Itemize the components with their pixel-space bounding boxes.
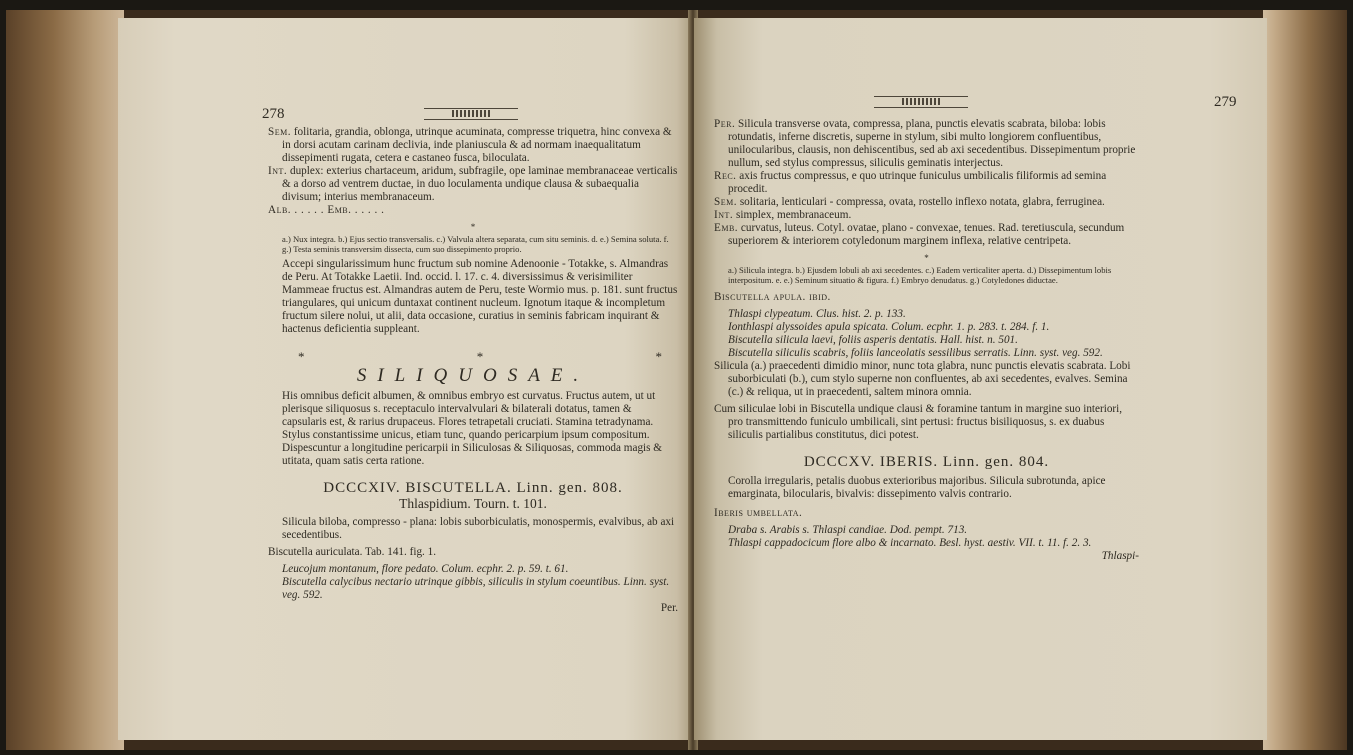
left-page-text: [268, 126, 678, 615]
entry-int: [714, 209, 1139, 222]
entry-text: duplex: exterius chartaceum, aridum, subfragile, ope laminae membranaceae verticalis & a dorso ad ventrem ductae, in duo loculamenta undique clausa & subaequalia divisum; interius membranaceum.: [282, 165, 678, 203]
entry-text: solitaria, lenticulari - compressa, ovata, rostello inflexo notata, glabra, ferruginea.: [739, 196, 1105, 208]
entry-label: Sem.: [714, 196, 738, 208]
star: *: [476, 349, 484, 364]
page-number: 278: [262, 106, 285, 122]
entry-text: folitaria, grandia, oblonga, utrinque acuminata, compresse triquetra, hinc convexa & in dorsi acutam carinam declivia, inde planiuscula & ad normam inaequalitatum dissepimenti rugata, cetera e castaneo fusca, biloculata.: [282, 126, 672, 164]
book-spread: [6, 10, 1347, 750]
genus-heading: DCCCXIV. BISCUTELLA. Linn. gen. 808.: [323, 480, 623, 496]
entry-per: [714, 118, 1139, 170]
catchword: Per.: [660, 602, 678, 614]
header-ornament: [424, 108, 518, 120]
entry-label: Rec.: [714, 170, 737, 182]
species-name: Biscutella apula. ibid.: [714, 291, 831, 303]
section-stars: [268, 350, 678, 363]
right-page-text: [714, 118, 1139, 563]
entry-label: Per.: [714, 118, 736, 130]
entry-int: [268, 165, 678, 204]
star: *: [655, 349, 662, 364]
entry-text: Silicula transverse ovata, compressa, plana, punctis elevatis scabrata, biloba: lobis rotundatis, inferne discretis, superne in stylum, sibi multo longiorem confluentibus, unilocularibus, clausis, non dehiscentibus, sed ab axi secedentibus. Dissepimentum proprie nullum, sed stylus compressus, siliculis geminatis interjectus.: [728, 118, 1136, 169]
genus-synonym: Thlaspidium. Tourn. t. 101.: [399, 496, 547, 511]
reference: Biscutella calycibus nectario utrinque gibbis, siliculis in stylum coeuntibus. Linn. syst. veg. 592.: [282, 576, 670, 601]
entry-label: Int.: [714, 209, 734, 221]
entry-text: axis fructus compressus, e quo utrinque funiculus umbilicalis filiformis ad semina procedit.: [728, 170, 1107, 195]
reference: Ionthlaspi alyssoides apula spicata. Colum. ecphr. 1. p. 283. t. 284. f. 1.: [728, 321, 1050, 333]
entry-text: simplex, membranaceum.: [735, 209, 852, 221]
entry-text: curvatus, luteus. Cotyl. ovatae, plano - convexae, tenues. Rad. teretiuscula, secundum superiorem & interiorem cotyledonum marginem inflexa, relative centripeta.: [728, 222, 1125, 247]
genus-description: Silicula biloba, compresso - plana: lobis suborbiculatis, monospermis, evalvibus, ab axi secedentibus.: [282, 516, 675, 541]
species-name: Iberis umbellata.: [714, 507, 803, 519]
entry-sem: [268, 126, 678, 165]
paragraph: Cum siliculae lobi in Biscutella undique clausi & foramine tantum in margine suo interiori, pro transmittendo funiculo umbilicali, sint pertusi: fructus bisiliquosus, s. ex duabus siliculis partialibus constitutus, dici potest.: [714, 403, 1123, 441]
catchword: Thlaspi-: [1101, 550, 1139, 562]
reference: Leucojum montanum, flore pedato. Colum. ecphr. 2. p. 59. t. 61.: [282, 563, 569, 575]
page-number: 279: [1214, 94, 1237, 110]
entry-rec: [714, 170, 1139, 196]
species-name: Biscutella auriculata. Tab. 141. fig. 1.: [268, 546, 437, 558]
asterisk: *: [470, 222, 476, 232]
paragraph: His omnibus deficit albumen, & omnibus embryo est curvatus. Fructus autem, ut ut plerisque siliquosus s. receptaculo intervalvulari & bilaterali dotatus, tamen & capsularis est, & rarius drupaceus. Flores tetrapetali cruciati. Stamina tetradynama. Stylus constantissime unicus, etiam tunc, quando pericarpium ipsum compositum. Dispescuntur a longitudine pericarpii in Siliculosas & Siliquosas, commoda magis & utitata, quam satis certa ratione.: [282, 390, 663, 467]
entry-sem: [714, 196, 1139, 209]
entry-label: Sem.: [268, 126, 292, 138]
star: *: [298, 349, 305, 364]
right-page-edges: [1263, 10, 1347, 750]
left-page: [118, 18, 694, 740]
asterisk: *: [924, 253, 929, 263]
entry-label: Int.: [268, 165, 288, 177]
left-page-edges: [6, 10, 124, 750]
paragraph: Accepi singularissimum hunc fructum sub nomine Adenoonie - Totakke, s. Almandras de Peru. At Totakke Laetii. Ind. occid. l. 17. c. 4. diversissimus & verisimiliter Mammeae fructus est. Almandras autem de Peru, teste Wormio mus. p. 181. sunt fructus triangulares, qui unicum duntaxat continent nucleum. Ignotum itaque & incompletum fructum silere nolui, ut alii, data occasione, curatius in seminis fabricam inquirant & hactenus deficientia suppleant.: [282, 258, 678, 335]
reference: Thlaspi cappadocicum flore albo & incarnato. Besl. hyst. aestiv. VII. t. 11. f. 2. 3.: [728, 537, 1092, 549]
paragraph: Silicula (a.) praecedenti dimidio minor, nunc tota glabra, nunc punctis elevatis scabrata. Lobi suborbiculati (b.), cum stylo superne non confluentes, ab axi secedentes, evalves. Semina (c.) & reliqua, ut in praecedenti, saltem minora omnia.: [714, 360, 1131, 398]
figure-explanation: a.) Silicula integra. b.) Ejusdem lobuli ab axi secedentes. c.) Eadem verticaliter aperta. d.) Dissepimentum lobis interpositum. e. e.) Seminum situatio & figura. f.) Embryo denudatus. g.) Cotyledones diductae.: [728, 265, 1112, 285]
entry-label: Emb.: [714, 222, 739, 234]
figure-explanation: a.) Nux integra. b.) Ejus sectio transversalis. c.) Valvula altera separata, cum situ seminis. d. e.) Semina soluta. f. g.) Testa seminis transversim dissecta, cum suo dissepimento proprio.: [282, 234, 669, 254]
reference: Biscutella silicula laevi, foliis asperis dentatis. Hall. hist. n. 501.: [728, 334, 1018, 346]
alb-emb-line: Alb. . . . . . Emb. . . . . .: [268, 204, 385, 216]
header-ornament: [874, 96, 968, 108]
section-heading: SILIQUOSAE.: [356, 365, 590, 386]
right-page: [694, 18, 1267, 740]
genus-heading: DCCCXV. IBERIS. Linn. gen. 804.: [803, 454, 1050, 470]
reference: Draba s. Arabis s. Thlaspi candiae. Dod. pempt. 713.: [728, 524, 968, 536]
reference: Biscutella siliculis scabris, foliis lanceolatis sessilibus serratis. Linn. syst. veg. 592.: [728, 347, 1103, 359]
genus-description: Corolla irregularis, petalis duobus exterioribus majoribus. Silicula subrotunda, apice emarginata, bilocularis, bivalvis: dissepimento valvis contrario.: [728, 475, 1106, 500]
entry-emb: [714, 222, 1139, 248]
reference: Thlaspi clypeatum. Clus. hist. 2. p. 133.: [728, 308, 906, 320]
